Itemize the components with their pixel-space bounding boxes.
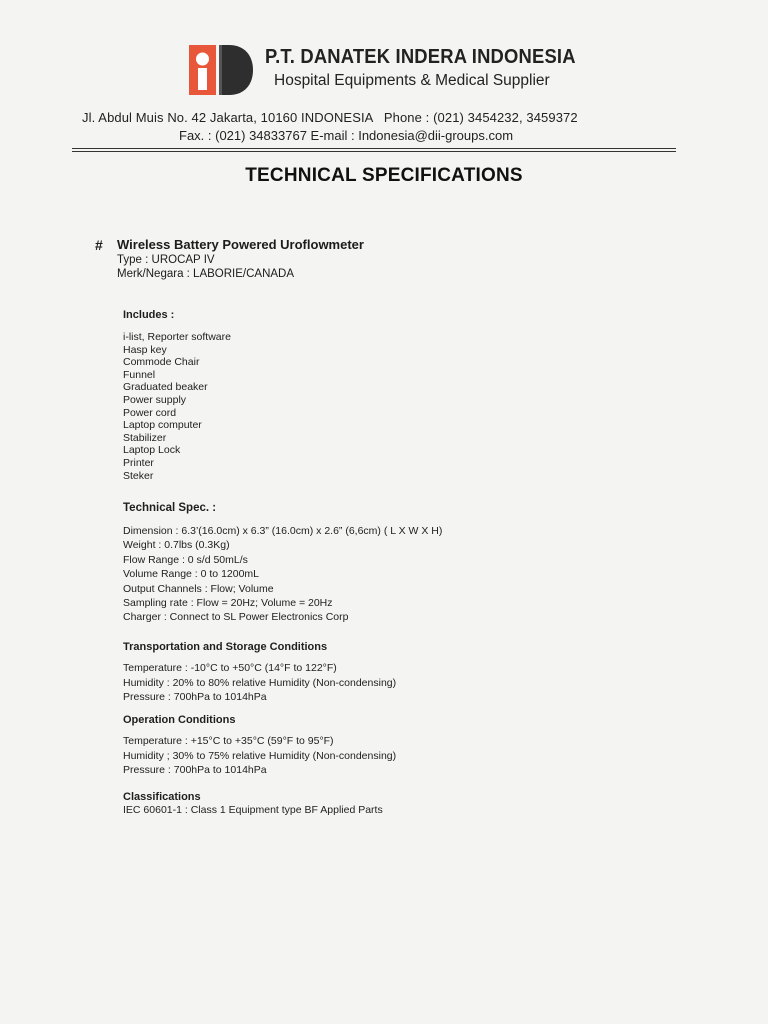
list-item: Stabilizer	[123, 431, 167, 444]
logo-bar	[198, 68, 207, 90]
spec-item: Output Channels : Flow; Volume	[123, 582, 274, 595]
spec-item: Weight : 0.7lbs (0.3Kg)	[123, 539, 230, 552]
condition-item: Humidity ; 30% to 75% relative Humidity (Non-condensing)	[123, 749, 397, 762]
product-name: Wireless Battery Powered Uroflowmeter	[117, 237, 364, 252]
transport-heading: Transportation and Storage Conditions	[123, 641, 328, 653]
list-item: Laptop Lock	[123, 444, 181, 457]
company-logo	[189, 45, 253, 95]
header-rule-bottom	[72, 151, 676, 152]
transport-section	[123, 641, 396, 705]
includes-heading: Includes :	[123, 309, 175, 321]
technical-spec-heading: Technical Spec. :	[123, 502, 217, 514]
list-item: Steker	[123, 469, 154, 482]
technical-spec-list	[123, 524, 442, 625]
includes-section	[123, 309, 231, 482]
operation-heading: Operation Conditions	[123, 714, 236, 726]
product-brand: Merk/Negara : LABORIE/CANADA	[117, 268, 295, 280]
logo-d-shape	[219, 45, 253, 95]
product-meta	[117, 253, 294, 281]
logo-dot	[196, 53, 209, 66]
technical-spec-section	[123, 502, 442, 625]
item-marker: #	[95, 237, 103, 253]
spec-item: Sampling rate : Flow = 20Hz; Volume = 20Hz	[123, 597, 333, 610]
includes-list	[123, 331, 231, 482]
header-rule-top	[72, 148, 676, 149]
list-item: Commode Chair	[123, 356, 200, 369]
list-item: Graduated beaker	[123, 381, 208, 394]
spec-item: Flow Range : 0 s/d 50mL/s	[123, 553, 248, 566]
list-item: Laptop computer	[123, 419, 202, 432]
spec-item: Dimension : 6.3’(16.0cm) x 6.3” (16.0cm) x 2.6” (6,6cm) ( L X W X H)	[123, 525, 443, 537]
transport-list	[123, 661, 396, 705]
list-item: Power supply	[123, 393, 187, 406]
spec-item: Volume Range : 0 to 1200mL	[123, 568, 260, 581]
condition-item: Pressure : 700hPa to 1014hPa	[123, 691, 267, 704]
list-item: i-list, Reporter software	[123, 331, 231, 343]
company-contact: Fax. : (021) 34833767 E-mail : Indonesia@dii-groups.com	[179, 128, 514, 143]
logo-d-edge	[219, 45, 222, 95]
company-name: P.T. DANATEK INDERA INDONESIA	[265, 46, 576, 68]
classifications-section	[123, 791, 383, 818]
classifications-list	[123, 803, 383, 818]
classifications-heading: Classifications	[123, 791, 201, 803]
classification-item: IEC 60601-1 : Class 1 Equipment type BF Applied Parts	[123, 804, 383, 816]
list-item: Printer	[123, 456, 154, 469]
condition-item: Temperature : +15°C to +35°C (59°F to 95°F)	[123, 735, 334, 747]
condition-item: Temperature : -10°C to +50°C (14°F to 122°F)	[123, 662, 337, 674]
list-item: Hasp key	[123, 343, 167, 356]
document-title: TECHNICAL SPECIFICATIONS	[245, 165, 523, 186]
operation-list	[123, 734, 396, 778]
company-tagline: Hospital Equipments & Medical Supplier	[274, 72, 550, 89]
list-item: Funnel	[123, 368, 156, 381]
condition-item: Pressure : 700hPa to 1014hPa	[123, 764, 267, 777]
spec-item: Charger : Connect to SL Power Electronics Corp	[123, 611, 349, 624]
list-item: Power cord	[123, 406, 177, 419]
condition-item: Humidity : 20% to 80% relative Humidity (Non-condensing)	[123, 676, 397, 689]
company-address: Jl. Abdul Muis No. 42 Jakarta, 10160 INDONESIA Phone : (021) 3454232, 3459372	[82, 110, 578, 125]
operation-section	[123, 714, 396, 778]
product-type: Type : UROCAP IV	[117, 254, 215, 266]
